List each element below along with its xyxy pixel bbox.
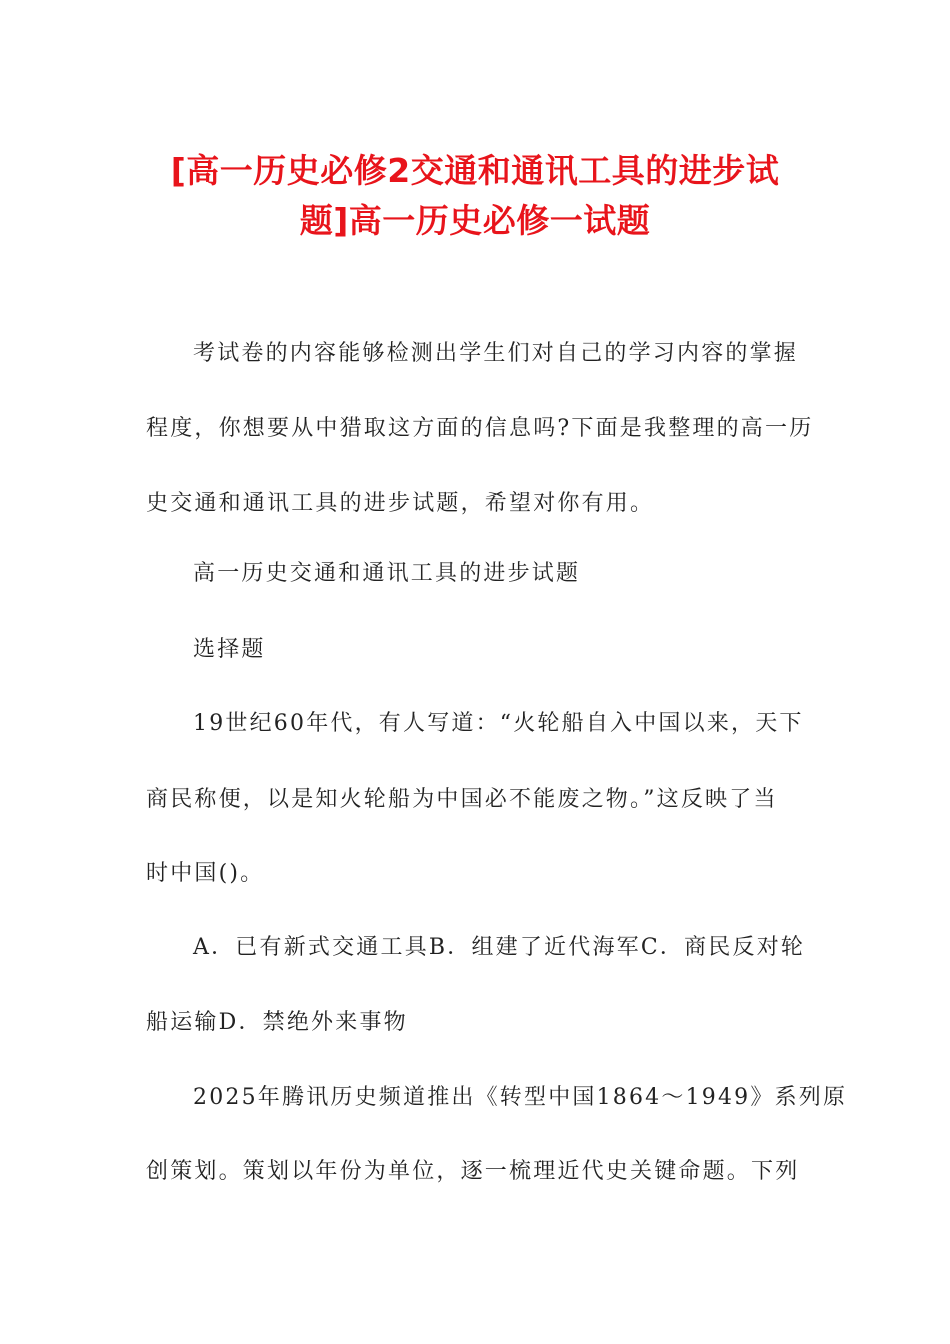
question-line: 19世纪60年代，有人写道：“火轮船自入中国以来，天下	[193, 711, 804, 736]
paragraph-line: 考试卷的内容能够检测出学生们对自己的学习内容的掌握	[193, 341, 799, 366]
section-heading: 高一历史交通和通讯工具的进步试题	[193, 561, 581, 586]
title-line-1: [高一历史必修2交通和通讯工具的进步试	[170, 151, 780, 190]
options-line: 船运输D．禁绝外来事物	[146, 1010, 408, 1035]
question-line: 时中国()。	[146, 861, 265, 886]
paragraph-line: 程度，你想要从中猎取这方面的信息吗?下面是我整理的高一历	[146, 416, 814, 441]
question-line: 商民称便，以是知火轮船为中国必不能废之物。”这反映了当	[146, 787, 778, 812]
subsection-heading: 选择题	[193, 637, 266, 662]
document-title	[120, 146, 830, 246]
options-line: A．已有新式交通工具B．组建了近代海军C．商民反对轮	[193, 935, 806, 960]
question-line: 2025年腾讯历史频道推出《转型中国1864～1949》系列原	[193, 1085, 848, 1110]
title-line-2: 题]高一历史必修一试题	[299, 201, 651, 240]
question-line: 创策划。策划以年份为单位，逐一梳理近代史关键命题。下列	[146, 1159, 800, 1184]
paragraph-line: 史交通和通讯工具的进步试题，希望对你有用。	[146, 491, 655, 516]
